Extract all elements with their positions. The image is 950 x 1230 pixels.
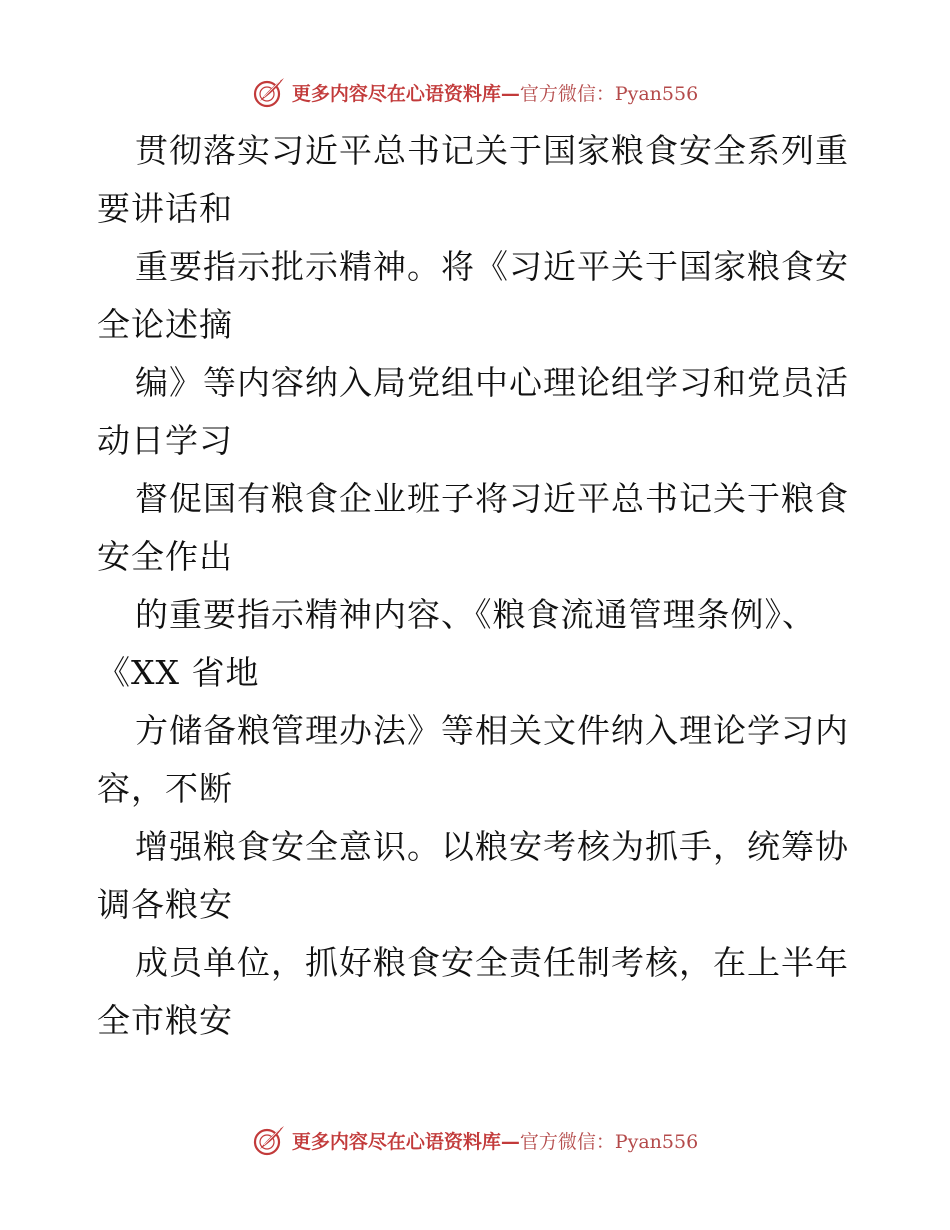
text-line: 增强粮食安全意识。以粮安考核为抓手，统筹协 [135, 827, 849, 866]
text-line: 调各粮安 [97, 885, 233, 924]
text-line: 安全作出 [97, 537, 233, 576]
watermark-text: 更多内容尽在心语资料库—官方微信：Pyan556 [291, 82, 699, 105]
feather-logo-icon [252, 75, 286, 109]
feather-logo-icon [252, 1123, 286, 1157]
text-line: 方储备粮管理办法》等相关文件纳入理论学习内 [135, 711, 849, 750]
document-body [97, 122, 857, 1050]
text-line: 容，不断 [97, 769, 233, 808]
text-line: 全市粮安 [97, 1001, 233, 1040]
text-line: 成员单位，抓好粮食安全责任制考核，在上半年 [135, 943, 849, 982]
text-line: 的重要指示精神内容、《粮食流通管理条例》、 [135, 595, 816, 634]
text-line: 全论述摘 [97, 305, 233, 344]
watermark-text: 更多内容尽在心语资料库—官方微信：Pyan556 [291, 1130, 699, 1153]
text-line: 动日学习 [97, 421, 233, 460]
footer-watermark [0, 1120, 950, 1160]
text-line: 督促国有粮食企业班子将习近平总书记关于粮食 [135, 479, 849, 518]
text-line: 编》等内容纳入局党组中心理论组学习和党员活 [135, 363, 849, 402]
header-watermark [0, 72, 950, 112]
text-line: 《XX 省地 [97, 653, 260, 692]
text-line: 贯彻落实习近平总书记关于国家粮食安全系列重 [135, 131, 849, 170]
text-line: 要讲话和 [97, 189, 233, 228]
text-line: 重要指示批示精神。将《习近平关于国家粮食安 [135, 247, 849, 286]
